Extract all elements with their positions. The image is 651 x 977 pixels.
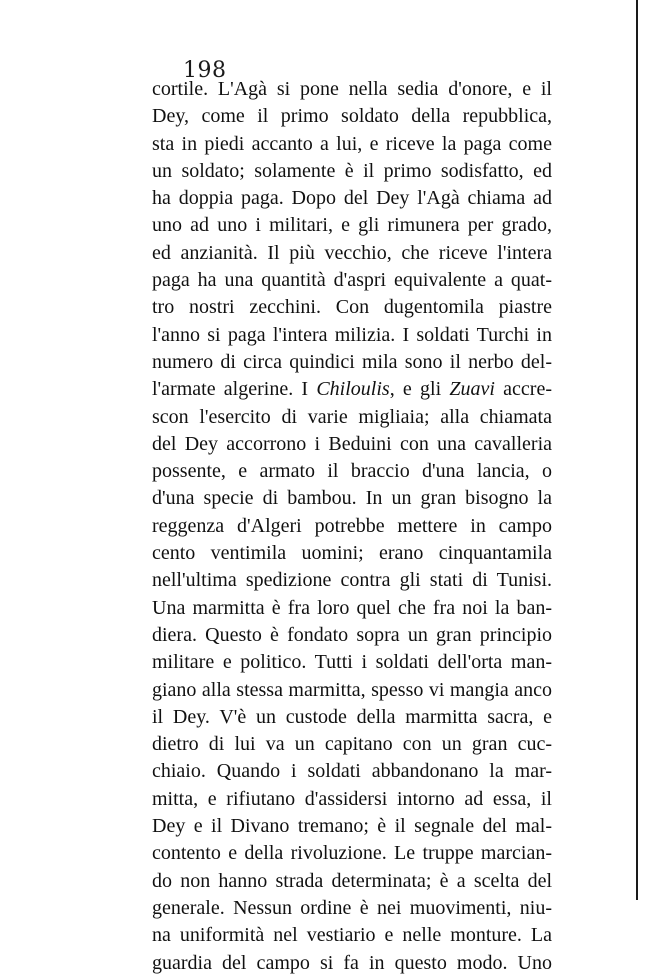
text-line: d'una specie di bambou. In un gran bisogno la <box>152 487 552 510</box>
text-line: contento e della rivoluzione. Le truppe marcian- <box>152 842 552 865</box>
text-line: Dey, come il primo soldato della repubblica, <box>152 105 552 128</box>
text-line: diera. Questo è fondato sopra un gran principio <box>152 623 552 646</box>
italic-term: Chiloulis <box>316 378 390 401</box>
text-line: ha doppia paga. Dopo del Dey l'Agà chiama ad <box>152 187 552 210</box>
text-line: paga ha una quantità d'aspri equivalente a quat- <box>152 269 552 292</box>
text-line: il Dey. V'è un custode della marmitta sacra, e <box>152 705 552 728</box>
text-line: giano alla stessa marmitta, spesso vi mangia anco <box>152 678 552 701</box>
text-line: guardia del campo si fa in questo modo. Uno <box>152 951 552 974</box>
text-line: l'armate algerine. I Chiloulis, e gli Zuavi accre- <box>152 378 552 401</box>
text-line: generale. Nessun ordine è nei muovimenti, niu- <box>152 896 552 919</box>
text-line: cortile. L'Agà si pone nella sedia d'onore, e il <box>152 78 552 100</box>
text-line: possente, e armato il braccio d'una lancia, o <box>152 460 552 483</box>
text-line: Una marmitta è fra loro quel che fra noi la ban- <box>152 596 552 619</box>
text-line: cento ventimila uomini; erano cinquantamila <box>152 542 552 565</box>
page-number: 198 <box>183 58 227 83</box>
text-line: un soldato; solamente è il primo sodisfatto, ed <box>152 159 552 182</box>
text-line: militare e politico. Tutti i soldati dell'orta man- <box>152 651 552 674</box>
text-line: nell'ultima spedizione contra gli stati di Tunisi. <box>152 569 552 592</box>
text-line: tro nostri zecchini. Con dugentomila piastre <box>152 296 552 319</box>
body-text <box>152 76 552 977</box>
text-line: chiaio. Quando i soldati abbandonano la mar- <box>152 760 552 783</box>
text-line: ed anzianità. Il più vecchio, che riceve l'intera <box>152 241 552 264</box>
text-line: numero di circa quindici mila sono il nerbo del- <box>152 350 552 373</box>
text-line: l'anno si paga l'intera milizia. I soldati Turchi in <box>152 323 552 346</box>
text-line: del Dey accorrono i Beduini con una cavalleria <box>152 432 552 455</box>
text-line: dietro di lui va un capitano con un gran cuc- <box>152 733 552 756</box>
text-line: reggenza d'Algeri potrebbe mettere in campo <box>152 514 552 537</box>
text-line: Dey e il Divano tremano; è il segnale del mal- <box>152 815 552 838</box>
text-line: na uniformità nel vestiario e nelle monture. La <box>152 924 552 947</box>
text-line: do non hanno strada determinata; è a scelta del <box>152 869 552 892</box>
text-line: sta in piedi accanto a lui, e riceve la paga come <box>152 132 552 155</box>
page-edge-rule <box>636 0 638 900</box>
text-line: scon l'esercito di varie migliaia; alla chiamata <box>152 405 552 428</box>
italic-term: Zuavi <box>449 378 495 401</box>
text-line: mitta, e rifiutano d'assidersi intorno ad essa, il <box>152 787 552 810</box>
text-line: uno ad uno i militari, e gli rimunera per grado, <box>152 214 552 237</box>
